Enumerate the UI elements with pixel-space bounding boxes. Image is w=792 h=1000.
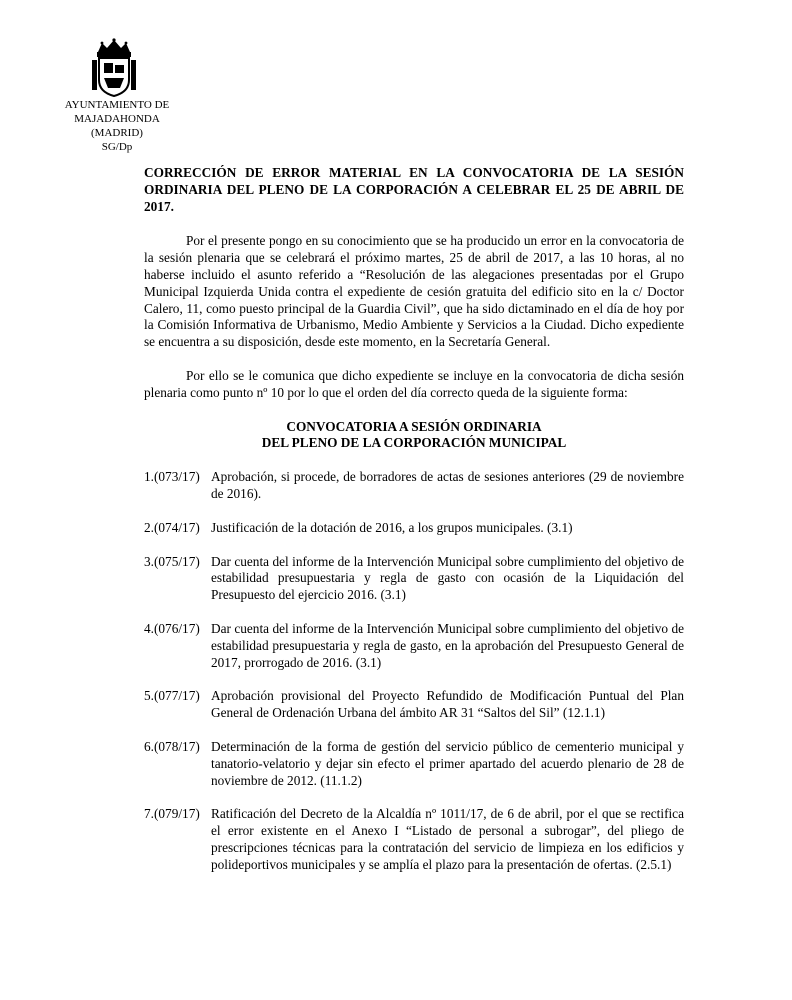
agenda-item-number: 4.(076/17) [144, 620, 200, 636]
coat-of-arms-icon [92, 38, 136, 98]
agenda-item-number: 1.(073/17) [144, 469, 200, 485]
agenda-item-text: Aprobación provisional del Proyecto Refundido de Modificación Puntual del Plan General de Ordenación Urbana del ámbito AR 31 “Saltos del Sil” (12.1.1) [211, 688, 684, 721]
agenda-item-number: 5.(077/17) [144, 688, 200, 704]
agenda-item-text: Dar cuenta del informe de la Intervención Municipal sobre cumplimiento del objetivo de estabilidad presupuestaria y regla de gasto con ocasión de la Liquidación del Presupuesto del ejercicio 2016. (3.1) [211, 553, 684, 603]
letterhead-line: (MADRID) [91, 127, 143, 139]
agenda-item [144, 739, 684, 789]
letterhead-reference: SG/Dp [101, 141, 133, 153]
letterhead [40, 98, 194, 154]
agenda-list [144, 469, 684, 873]
agenda-heading [144, 419, 684, 453]
agenda-item-number: 2.(074/17) [144, 519, 200, 535]
agenda-item [144, 621, 684, 671]
document-title: CORRECCIÓN DE ERROR MATERIAL EN LA CONVOCATORIA DE LA SESIÓN ORDINARIA DEL PLENO DE LA CORPORACIÓN A CELEBRAR EL 25 DE ABRIL DE 2017. [144, 165, 684, 214]
agenda-item-text: Aprobación, si procede, de borradores de actas de sesiones anteriores (29 de noviembre de 2016). [211, 469, 684, 501]
agenda-heading-line: DEL PLENO DE LA CORPORACIÓN MUNICIPAL [261, 435, 567, 451]
paragraph: Por ello se le comunica que dicho expediente se incluye en la convocatoria de dicha sesión plenaria como punto nº 10 por lo que el orden del día correcto queda de la siguiente forma: [144, 367, 684, 400]
agenda-item [144, 806, 684, 873]
agenda-item-text: Justificación de la dotación de 2016, a los grupos municipales. (3.1) [211, 519, 573, 535]
letterhead-line: AYUNTAMIENTO DE [64, 99, 170, 111]
agenda-item-text: Determinación de la forma de gestión del servicio público de cementerio municipal y tanatorio-velatorio y dejar sin efecto el primer apartado del acuerdo plenario de 28 de noviembre de 2012. (11.1.2) [211, 738, 684, 788]
agenda-item [144, 554, 684, 604]
paragraph: Por el presente pongo en su conocimiento que se ha producido un error en la convocatoria de la sesión plenaria que se celebrará el próximo martes, 25 de abril de 2017, a las 10 horas, al no haberse incluido el asunto referido a “Resolución de las alegaciones presentadas por el Grupo Municipal Izquierda Unida contra el expediente de cesión gratuita del edificio sito en la c/ Doctor Calero, 11, como puesto principal de la Guardia Civil”, que ha sido dictaminado en el día de hoy por la Comisión Informativa de Urbanismo, Medio Ambiente y Servicios a la Ciudad. Dicho expediente se encuentra a su disposición, desde este momento, en la Secretaría General. [144, 233, 684, 350]
agenda-heading-line: CONVOCATORIA A SESIÓN ORDINARIA [286, 418, 542, 434]
agenda-item-number: 7.(079/17) [144, 806, 200, 822]
agenda-item-text: Ratificación del Decreto de la Alcaldía nº 1011/17, de 6 de abril, por el que se rectifica el error existente en el Anexo I “Listado de personal a subrogar”, del pliego de prescripciones técnicas para la contratación del servicio de limpieza en los edificios y polideportivos municipales y se amplía el plazo para la presentación de ofertas. (2.5.1) [211, 806, 684, 872]
document-body [144, 165, 684, 891]
agenda-item-text: Dar cuenta del informe de la Intervención Municipal sobre cumplimiento del objetivo de estabilidad presupuestaria y regla de gasto, en la aprobación del Presupuesto General de 2017, prorrogado de 2016. (3.1) [211, 620, 684, 670]
letterhead-line: MAJADAHONDA [74, 113, 160, 125]
agenda-item [144, 688, 684, 722]
agenda-item [144, 520, 684, 537]
agenda-item-number: 6.(078/17) [144, 738, 200, 754]
agenda-item [144, 469, 684, 503]
agenda-item-number: 3.(075/17) [144, 553, 200, 569]
